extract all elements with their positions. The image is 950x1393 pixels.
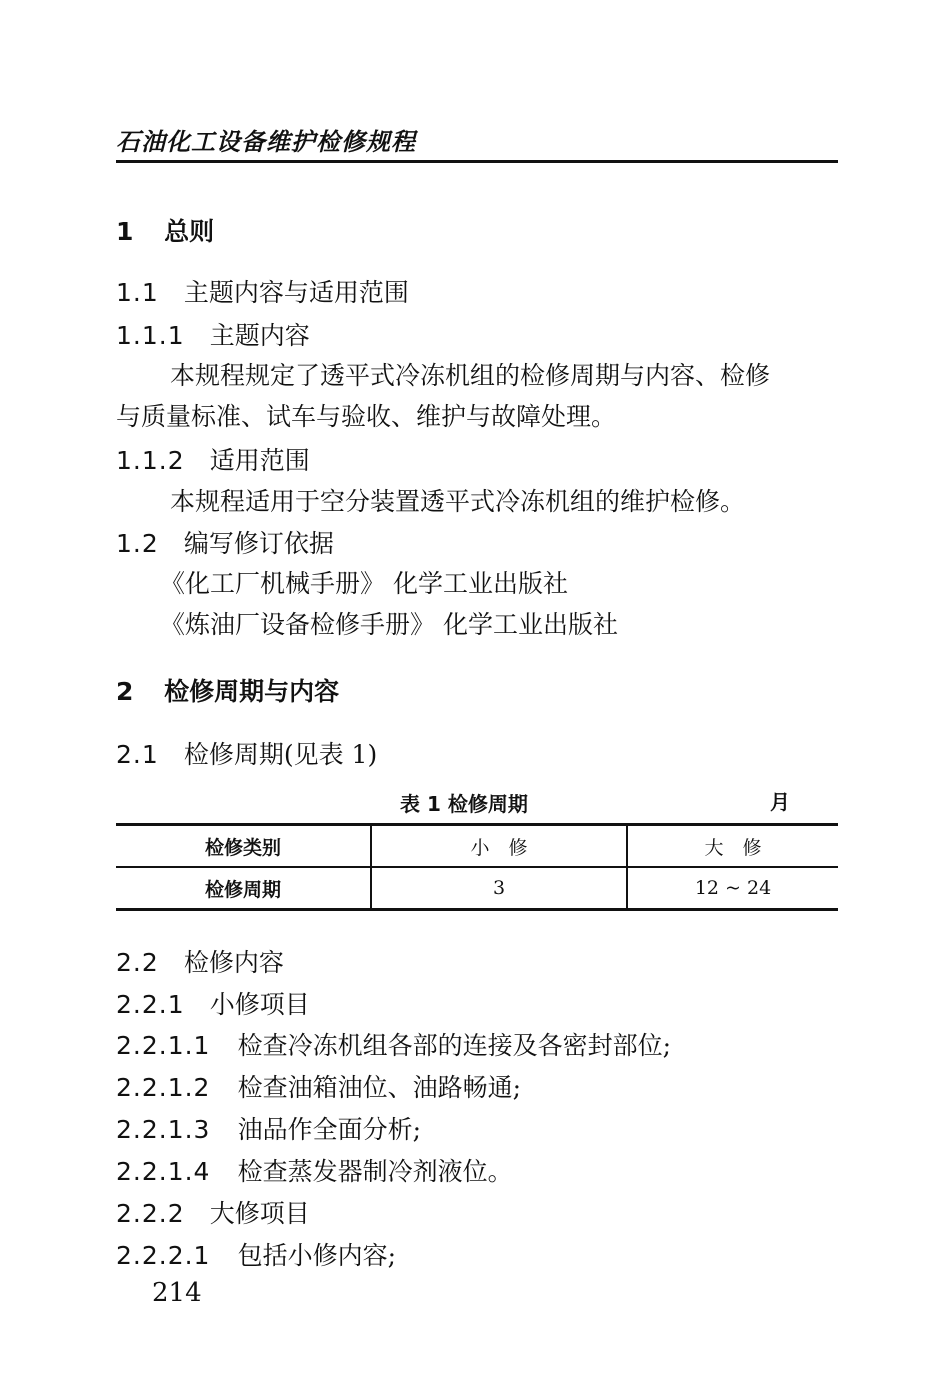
table-cell: 3	[371, 867, 627, 910]
reference-item: 《炼油厂设备检修手册》 化学工业出版社	[160, 610, 618, 639]
section-title: 主题内容	[209, 321, 310, 350]
section-number: 1.1.2	[116, 446, 185, 475]
section-title: 适用范围	[209, 446, 310, 475]
section-number: 1	[116, 217, 134, 246]
page-number: 214	[152, 1278, 202, 1308]
item-text: 油品作全面分析;	[237, 1115, 421, 1144]
section-title: 总则	[164, 217, 215, 246]
section-number: 2.1	[116, 740, 159, 769]
section-number: 2.2	[116, 948, 159, 977]
section-number: 2.2.1	[116, 990, 185, 1019]
section-title: 大修项目	[209, 1199, 310, 1228]
section-number: 1.1.1	[116, 321, 185, 350]
item-text: 检查油箱油位、油路畅通;	[237, 1073, 521, 1102]
section-2-2-2-heading	[116, 1194, 310, 1230]
table-cell: 大 修	[627, 825, 838, 868]
section-number: 1.2	[116, 529, 159, 558]
item-text: 检查冷冻机组各部的连接及各密封部位;	[237, 1031, 671, 1060]
table-header-row	[116, 825, 838, 868]
section-title: 编写修订依据	[183, 529, 334, 558]
paragraph-line: 与质量标准、试车与验收、维护与故障处理。	[116, 402, 617, 431]
section-1-heading	[116, 212, 214, 248]
section-1-1-1-heading	[116, 316, 310, 352]
list-item	[116, 1236, 396, 1272]
item-text: 包括小修内容;	[237, 1241, 396, 1270]
item-number: 2.2.1.3	[116, 1115, 211, 1144]
table-cell: 检修周期	[116, 867, 371, 910]
section-1-2-heading	[116, 524, 334, 560]
running-head: 石油化工设备维护检修规程	[116, 127, 416, 156]
list-item	[116, 1110, 421, 1146]
section-title: 主题内容与适用范围	[183, 278, 409, 307]
section-number: 1.1	[116, 278, 159, 307]
maintenance-cycle-table	[116, 823, 838, 911]
section-1-1-heading	[116, 273, 409, 309]
table-cell: 检修类别	[116, 825, 371, 868]
item-number: 2.2.1.4	[116, 1157, 211, 1186]
section-2-1-heading	[116, 735, 377, 771]
section-2-2-1-heading	[116, 985, 310, 1021]
list-item	[116, 1068, 521, 1104]
item-number: 2.2.2.1	[116, 1241, 211, 1270]
section-title: 检修内容	[183, 948, 284, 977]
list-item	[116, 1026, 671, 1062]
section-title: 检修周期与内容	[164, 677, 340, 706]
table-row	[116, 867, 838, 910]
section-2-heading	[116, 672, 339, 708]
header-rule	[116, 160, 838, 163]
table-caption: 表 1 检修周期	[400, 792, 528, 816]
table-cell: 小 修	[371, 825, 627, 868]
section-title: 小修项目	[209, 990, 310, 1019]
item-text: 检查蒸发器制冷剂液位。	[237, 1157, 513, 1186]
reference-item: 《化工厂机械手册》 化学工业出版社	[160, 569, 568, 598]
section-2-2-heading	[116, 943, 284, 979]
item-number: 2.2.1.2	[116, 1073, 211, 1102]
table-unit: 月	[770, 790, 790, 814]
section-1-1-2-heading	[116, 441, 310, 477]
list-item	[116, 1152, 513, 1188]
section-title: 检修周期(见表 1)	[183, 740, 378, 769]
section-number: 2.2.2	[116, 1199, 185, 1228]
item-number: 2.2.1.1	[116, 1031, 211, 1060]
section-number: 2	[116, 677, 134, 706]
paragraph: 本规程适用于空分装置透平式冷冻机组的维护检修。	[170, 487, 746, 516]
table-cell: 12 ~ 24	[627, 867, 838, 910]
paragraph-line: 本规程规定了透平式冷冻机组的检修周期与内容、检修	[170, 361, 771, 390]
